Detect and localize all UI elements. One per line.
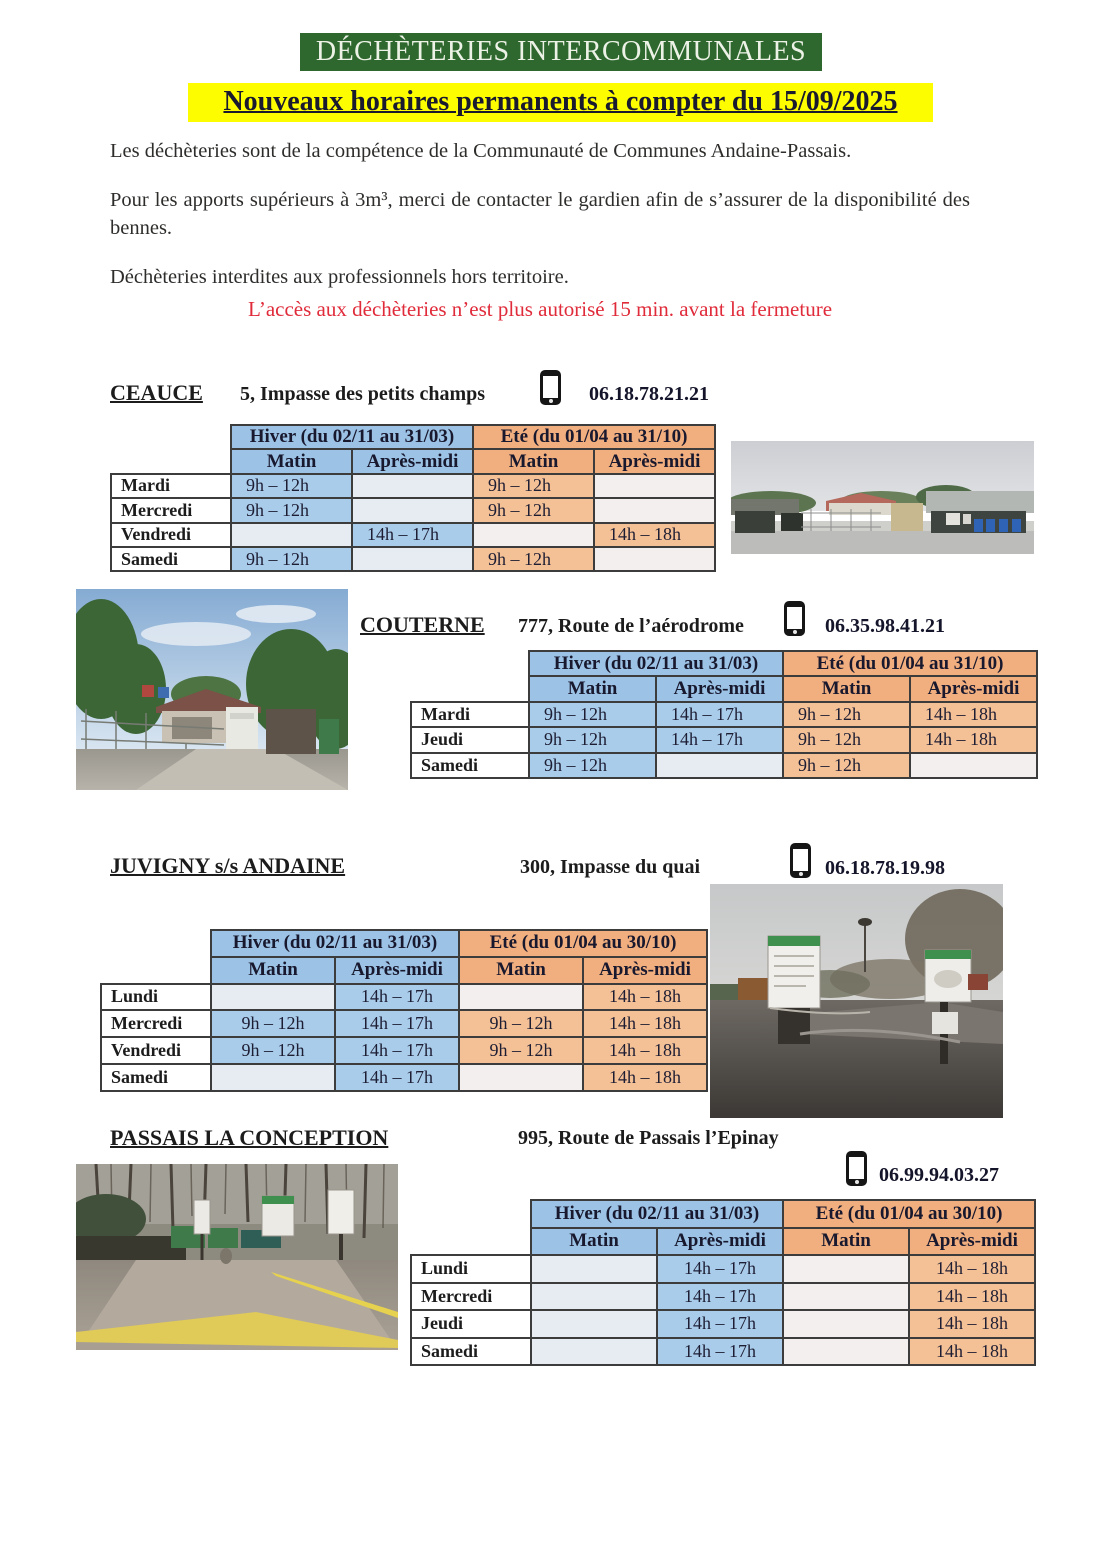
table-corner <box>101 930 211 957</box>
schedule-cell: 14h – 18h <box>594 523 715 547</box>
phone-icon <box>846 1151 867 1186</box>
season-header-ete: Eté (du 01/04 au 31/10) <box>783 651 1037 676</box>
schedule-cell: 14h – 18h <box>909 1283 1035 1311</box>
schedule-cell: 14h – 18h <box>909 1338 1035 1366</box>
schedule-cell <box>783 1310 909 1338</box>
period-header: Après-midi <box>583 957 707 984</box>
day-label: Samedi <box>101 1064 211 1091</box>
schedule-cell <box>594 498 715 522</box>
period-header: Après-midi <box>335 957 459 984</box>
day-label: Mercredi <box>101 1010 211 1037</box>
paragraph: Déchèteries interdites aux professionnels hors territoire. <box>110 266 569 288</box>
phone-number: 06.18.78.21.21 <box>589 383 709 405</box>
ceauce-site-photo <box>731 441 1034 554</box>
schedule-cell: 9h – 12h <box>529 702 656 727</box>
section-title-ceauce: CEAUCE <box>110 380 203 405</box>
schedule-cell <box>783 1283 909 1311</box>
day-label: Samedi <box>411 1338 531 1366</box>
period-header: Matin <box>529 676 656 701</box>
schedule-cell: 14h – 18h <box>583 984 707 1011</box>
period-header: Après-midi <box>909 1228 1035 1256</box>
day-label: Lundi <box>101 984 211 1011</box>
schedule-cell: 9h – 12h <box>529 753 656 778</box>
intro-paragraphs <box>110 137 970 312</box>
section-address: 777, Route de l’aérodrome <box>518 615 744 637</box>
passais-site-photo <box>76 1164 398 1350</box>
schedule-cell: 14h – 18h <box>910 727 1037 752</box>
schedule-cell: 9h – 12h <box>459 1037 583 1064</box>
schedule-cell: 14h – 17h <box>335 984 459 1011</box>
schedule-cell: 14h – 18h <box>583 1037 707 1064</box>
schedule-cell: 14h – 17h <box>657 1310 783 1338</box>
schedule-cell <box>459 984 583 1011</box>
schedule-cell: 9h – 12h <box>783 753 910 778</box>
schedule-cell: 14h – 18h <box>910 702 1037 727</box>
schedule-table-ceauce <box>110 424 716 572</box>
period-header: Après-midi <box>352 449 473 473</box>
schedule-cell <box>531 1310 657 1338</box>
season-header-hiver: Hiver (du 02/11 au 31/03) <box>529 651 783 676</box>
period-header: Matin <box>459 957 583 984</box>
season-header-hiver: Hiver (du 02/11 au 31/03) <box>531 1200 783 1228</box>
phone-icon <box>540 370 561 405</box>
schedule-cell: 9h – 12h <box>473 474 594 498</box>
section-address: 995, Route de Passais l’Epinay <box>518 1127 779 1149</box>
section-title-juvigny: JUVIGNY s/s ANDAINE <box>110 853 346 878</box>
period-header: Matin <box>231 449 352 473</box>
schedule-cell: 14h – 17h <box>657 1283 783 1311</box>
juvigny-site-photo <box>710 884 1003 1118</box>
schedule-cell <box>211 1064 335 1091</box>
schedule-cell: 9h – 12h <box>473 498 594 522</box>
schedule-cell: 9h – 12h <box>231 474 352 498</box>
section-address: 300, Impasse du quai <box>520 856 701 878</box>
phone-number: 06.35.98.41.21 <box>825 615 945 637</box>
season-header-hiver: Hiver (du 02/11 au 31/03) <box>231 425 473 449</box>
day-label: Mercredi <box>411 1283 531 1311</box>
schedule-cell <box>910 753 1037 778</box>
day-label: Mardi <box>411 702 529 727</box>
schedule-cell: 9h – 12h <box>211 1010 335 1037</box>
day-label: Lundi <box>411 1255 531 1283</box>
phone-icon <box>790 843 811 878</box>
schedule-cell <box>352 547 473 571</box>
paragraph: Pour les apports supérieurs à 3m³, merci de contacter le gardien afin de s’assurer de la disponibilité des bennes. <box>110 189 970 239</box>
table-corner <box>411 1228 531 1256</box>
paragraph: Les déchèteries sont de la compétence de la Communauté de Communes Andaine-Passais. <box>110 140 852 162</box>
schedule-cell: 14h – 17h <box>335 1010 459 1037</box>
table-corner <box>101 957 211 984</box>
access-warning: L’accès aux déchèteries n’est plus autorisé 15 min. avant la fermeture <box>247 297 833 321</box>
phone-number: 06.99.94.03.27 <box>879 1164 999 1186</box>
schedule-cell <box>352 498 473 522</box>
day-label: Mercredi <box>111 498 231 522</box>
schedule-cell: 9h – 12h <box>459 1010 583 1037</box>
schedule-cell <box>531 1338 657 1366</box>
subtitle-highlight <box>188 83 933 122</box>
day-label: Jeudi <box>411 1310 531 1338</box>
couterne-site-photo <box>76 589 348 790</box>
schedule-cell <box>473 523 594 547</box>
schedule-cell <box>594 547 715 571</box>
day-label: Jeudi <box>411 727 529 752</box>
schedule-cell: 14h – 17h <box>335 1064 459 1091</box>
period-header: Matin <box>783 1228 909 1256</box>
subtitle-text: Nouveaux horaires permanents à compter du 15/09/2025 <box>223 86 898 117</box>
section-title-couterne: COUTERNE <box>360 612 485 637</box>
table-corner <box>411 676 529 701</box>
period-header: Après-midi <box>594 449 715 473</box>
schedule-cell <box>783 1255 909 1283</box>
day-label: Samedi <box>411 753 529 778</box>
schedule-cell <box>594 474 715 498</box>
period-header: Après-midi <box>657 1228 783 1256</box>
season-header-ete: Eté (du 01/04 au 30/10) <box>459 930 707 957</box>
phone-icon <box>784 601 805 636</box>
schedule-table-couterne <box>410 650 1038 779</box>
schedule-cell <box>211 984 335 1011</box>
schedule-cell: 14h – 18h <box>583 1064 707 1091</box>
table-corner <box>411 651 529 676</box>
schedule-cell: 9h – 12h <box>231 498 352 522</box>
schedule-cell: 9h – 12h <box>783 727 910 752</box>
schedule-cell: 9h – 12h <box>211 1037 335 1064</box>
schedule-cell <box>531 1255 657 1283</box>
day-label: Vendredi <box>101 1037 211 1064</box>
period-header: Matin <box>783 676 910 701</box>
schedule-cell <box>459 1064 583 1091</box>
schedule-cell: 9h – 12h <box>529 727 656 752</box>
schedule-cell: 14h – 18h <box>909 1255 1035 1283</box>
phone-number: 06.18.78.19.98 <box>825 857 945 879</box>
season-header-hiver: Hiver (du 02/11 au 31/03) <box>211 930 459 957</box>
schedule-cell: 14h – 17h <box>335 1037 459 1064</box>
table-corner <box>111 449 231 473</box>
schedule-cell: 14h – 17h <box>656 702 783 727</box>
schedule-cell <box>531 1283 657 1311</box>
period-header: Après-midi <box>656 676 783 701</box>
section-title-passais: PASSAIS LA CONCEPTION <box>110 1125 389 1150</box>
schedule-cell <box>231 523 352 547</box>
period-header: Matin <box>531 1228 657 1256</box>
schedule-cell <box>783 1338 909 1366</box>
schedule-cell <box>656 753 783 778</box>
period-header: Après-midi <box>910 676 1037 701</box>
schedule-cell: 9h – 12h <box>473 547 594 571</box>
season-header-ete: Eté (du 01/04 au 31/10) <box>473 425 715 449</box>
schedule-cell: 14h – 17h <box>657 1338 783 1366</box>
day-label: Mardi <box>111 474 231 498</box>
schedule-cell: 14h – 18h <box>909 1310 1035 1338</box>
table-corner <box>411 1200 531 1228</box>
page-title: DÉCHÈTERIES INTERCOMMUNALES <box>315 36 807 67</box>
schedule-cell: 14h – 17h <box>352 523 473 547</box>
schedule-table-juvigny <box>100 929 708 1092</box>
season-header-ete: Eté (du 01/04 au 30/10) <box>783 1200 1035 1228</box>
table-corner <box>111 425 231 449</box>
day-label: Samedi <box>111 547 231 571</box>
schedule-cell: 14h – 17h <box>656 727 783 752</box>
schedule-cell: 9h – 12h <box>231 547 352 571</box>
schedule-cell <box>352 474 473 498</box>
section-address: 5, Impasse des petits champs <box>240 383 486 405</box>
period-header: Matin <box>211 957 335 984</box>
schedule-table-passais <box>410 1199 1036 1366</box>
title-banner <box>300 33 822 71</box>
day-label: Vendredi <box>111 523 231 547</box>
schedule-cell: 14h – 18h <box>583 1010 707 1037</box>
schedule-cell: 9h – 12h <box>783 702 910 727</box>
schedule-cell: 14h – 17h <box>657 1255 783 1283</box>
period-header: Matin <box>473 449 594 473</box>
